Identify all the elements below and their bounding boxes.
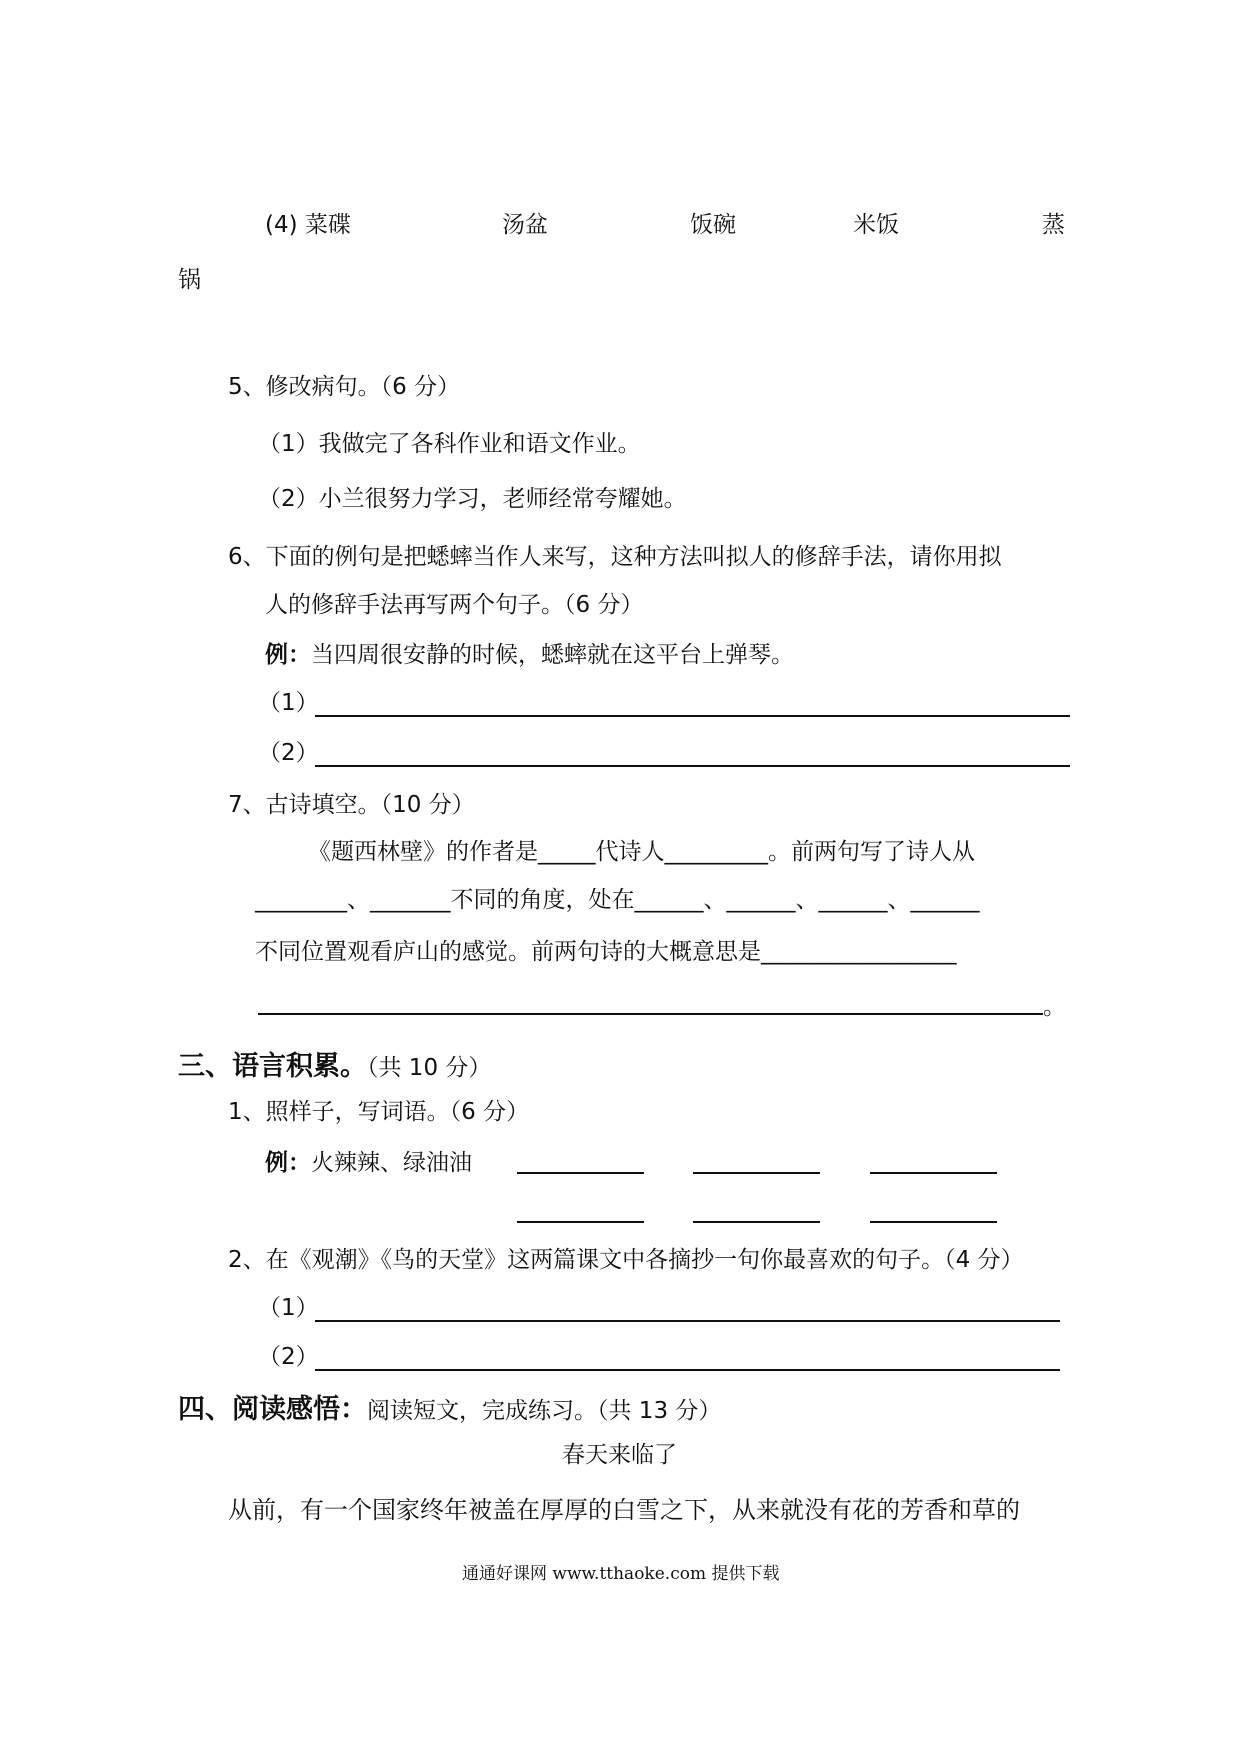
- s3-q1-title: 1、照样子，写词语。（6 分）: [228, 1099, 530, 1125]
- q4-item4-word-3: 米饭: [853, 212, 899, 238]
- section3-heading: [178, 1050, 491, 1085]
- s3-q1-example-label: 例：: [265, 1150, 311, 1176]
- q4-item4-label: (4) 菜碟: [265, 212, 351, 238]
- q7-answer-line[interactable]: [258, 1013, 1043, 1015]
- section4-title-suffix: 阅读短文，完成练习。（共 13 分）: [367, 1398, 722, 1424]
- q4-item4-word-4: 蒸: [1042, 212, 1065, 238]
- s3-q1-example: [265, 1148, 472, 1178]
- q5-title: 5、修改病句。（6 分）: [228, 374, 461, 400]
- q5-item-2: （2）小兰很努力学习，老师经常夸耀她。: [258, 486, 687, 512]
- s3-q2-blank-2-label: （2）: [258, 1344, 319, 1370]
- s3-q1-blank-1[interactable]: [517, 1172, 644, 1174]
- q6-title-line2: 人的修辞手法再写两个句子。（6 分）: [265, 592, 644, 618]
- q7-line-4-end: 。: [1043, 994, 1066, 1020]
- s3-q1-blank-6[interactable]: [870, 1221, 997, 1223]
- q6-example: [265, 640, 794, 670]
- section4-heading: [178, 1393, 721, 1428]
- q4-item4-word-2: 饭碗: [690, 212, 736, 238]
- q4-item4-word-1: 汤盆: [502, 212, 548, 238]
- q6-title-line1: 6、下面的例句是把蟋蟀当作人来写，这种方法叫拟人的修辞手法，请你用拟: [228, 544, 1002, 570]
- q6-blank-2-label: （2）: [258, 740, 319, 766]
- s3-q2-answer-line-1[interactable]: [315, 1320, 1060, 1322]
- q7-title: 7、古诗填空。（10 分）: [228, 792, 475, 818]
- q7-line-1: 《题西林壁》的作者是_____代诗人_________。前两句写了诗人从: [308, 839, 975, 865]
- s3-q1-blank-3[interactable]: [870, 1172, 997, 1174]
- s3-q1-blank-5[interactable]: [693, 1221, 820, 1223]
- passage-line-1: 从前，有一个国家终年被盖在厚厚的白雪之下，从来就没有花的芳香和草的: [228, 1496, 1020, 1524]
- q7-line-2: ________、_______不同的角度，处在______、______、______、______: [255, 887, 980, 913]
- q7-line-3: 不同位置观看庐山的感觉。前两句诗的大概意思是_________________: [255, 939, 957, 965]
- section3-title: 三、语言积累。: [178, 1051, 367, 1082]
- page-footer: 通通好课网 www.tthaoke.com 提供下载: [462, 1564, 780, 1584]
- q6-answer-line-1[interactable]: [315, 715, 1070, 717]
- section3-title-suffix: （共 10 分）: [367, 1055, 492, 1081]
- s3-q1-blank-2[interactable]: [693, 1172, 820, 1174]
- q4-item4-continuation: 锅: [178, 267, 201, 293]
- section4-title: 四、阅读感悟：: [178, 1394, 367, 1425]
- passage-title: 春天来临了: [562, 1442, 677, 1468]
- s3-q2-answer-line-2[interactable]: [315, 1369, 1060, 1371]
- q5-item-1: （1）我做完了各科作业和语文作业。: [258, 431, 641, 457]
- q6-example-label: 例：: [265, 642, 311, 668]
- s3-q1-example-text: 火辣辣、绿油油: [311, 1150, 472, 1176]
- s3-q2-title: 2、在《观潮》《鸟的天堂》这两篇课文中各摘抄一句你最喜欢的句子。（4 分）: [228, 1247, 1024, 1273]
- s3-q2-blank-1-label: （1）: [258, 1295, 319, 1321]
- s3-q1-blank-4[interactable]: [517, 1221, 644, 1223]
- q6-answer-line-2[interactable]: [315, 765, 1070, 767]
- q6-example-text: 当四周很安静的时候，蟋蟀就在这平台上弹琴。: [311, 642, 794, 668]
- q6-blank-1-label: （1）: [258, 690, 319, 716]
